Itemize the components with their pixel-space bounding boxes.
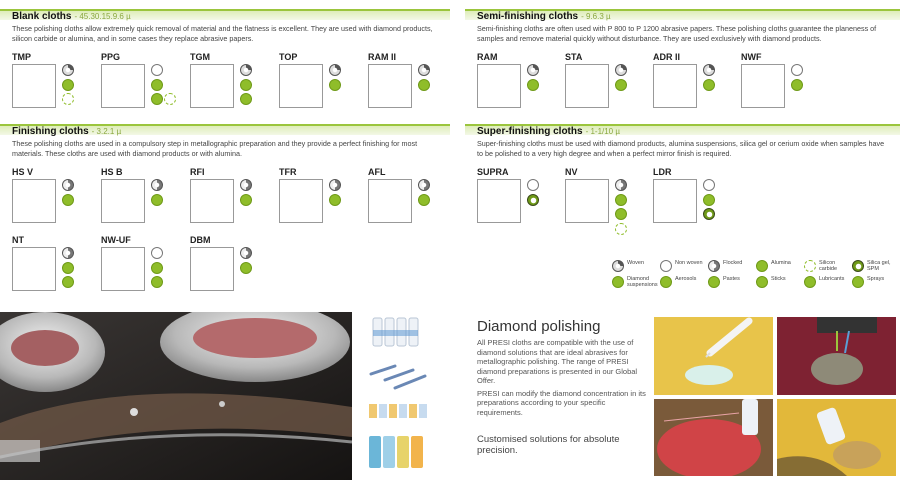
woven-icon [418,64,430,76]
section-description: Semi-finishing cloths are often used with P 800 to P 1200 abrasive papers. These polishing cloths guarantee the planeness of samples and remove material quickly without disturbance. They are used exclusively with diamond products. [477,24,877,43]
legend-item [612,276,658,288]
non-woven-icon [791,64,803,76]
section-description: These polishing cloths allow extremely quick removal of material and the flatness is excellent. They are used with diamond products, silicon carbide or alumina, and in some cases they replace abrasive papers. [12,24,433,43]
compatibility-icons [151,247,163,288]
woven-icon [240,64,252,76]
diamond-suspension-icon [418,194,430,206]
cloth-item [190,235,260,246]
cloth-name: HS B [101,167,123,177]
flocked-icon [62,179,74,191]
legend-item [708,260,754,272]
non-woven-icon [703,179,715,191]
section-description: Super-finishing cloths must be used with diamond products, alumina suspensions, silica gel or cerium oxide when samples have to be polished to a very high degree and when a perfect mirror finish is required. [477,139,885,158]
compatibility-icons [329,179,341,206]
diamond-suspension-icon [615,208,627,220]
diamond-slogan: Customised solutions for absolute precision. [477,434,620,456]
cloth-item [12,52,82,63]
cloth-item [477,52,547,63]
legend-label: Alumina [771,260,791,266]
cloth-swatch [12,64,56,108]
cloth-name: TFR [279,167,297,177]
cloth-name: TGM [190,52,210,62]
section-title: Blank cloths [12,11,72,22]
cloth-name: STA [565,52,583,62]
legend-item [852,260,898,272]
compatibility-icons [615,64,627,91]
legend-item [804,276,850,288]
compatibility-icons [151,64,163,105]
flocked-icon [708,260,720,272]
legend-label: Diamond suspensions [627,276,658,288]
cloth-name: RFI [190,167,205,177]
compatibility-icons [240,247,252,274]
legend-label: Flocked [723,260,743,266]
cloth-name: LDR [653,167,672,177]
compatibility-icons [418,179,430,206]
small-bottles [369,404,427,418]
cloth-swatch [279,179,323,223]
cloth-name: NW-UF [101,235,131,245]
cloth-item [368,52,438,63]
cloth-name: TMP [12,52,31,62]
legend-label: Aerosols [675,276,697,282]
cloth-swatch [190,64,234,108]
legend-item [756,276,802,288]
section-title: Super-finishing cloths [477,126,583,137]
diamond-suspension-icon [151,79,163,91]
compatibility-icons [703,64,715,91]
cloth-name: TOP [279,52,298,62]
diamond-suspension-icon [703,79,715,91]
diamond-suspension-icon [756,276,768,288]
diamond-suspension-icon [240,93,252,105]
cloth-name: ADR II [653,52,680,62]
compatibility-icons [527,64,539,91]
cloth-swatch [477,64,521,108]
compatibility-icons [151,179,163,206]
cloth-name: NT [12,235,24,245]
flocked-icon [62,247,74,259]
cloth-name: RAM [477,52,498,62]
cloth-item [101,52,171,63]
diamond-suspension-icon [151,93,163,105]
diamond-suspension-icon [62,79,74,91]
cloth-swatch [190,247,234,291]
cloth-swatch [101,179,145,223]
diamond-suspension-icon [62,194,74,206]
diamond-suspension-icon [151,276,163,288]
compatibility-icons [62,64,74,105]
cloth-item [653,52,723,63]
diamond-suspension-icon [240,79,252,91]
silica-gel-icon [703,208,715,220]
cloth-item [279,52,349,63]
cloth-item [477,167,547,178]
diamond-suspension-icon [527,79,539,91]
flocked-icon [240,247,252,259]
diamond-suspension-icon [151,262,163,274]
cloth-swatch [565,64,609,108]
diamond-suspension-icon [62,276,74,288]
woven-icon [703,64,715,76]
compatibility-icons [527,179,539,206]
cloth-item [190,167,260,178]
diamond-suspension-icon [852,276,864,288]
diamond-suspension-icon [418,79,430,91]
cloth-item [565,52,635,63]
cloth-swatch [101,247,145,291]
flocked-icon [615,179,627,191]
silicon-carbide-icon [804,260,816,272]
cloth-swatch [653,64,697,108]
cloth-swatch [279,64,323,108]
woven-icon [329,64,341,76]
compatibility-icons [240,64,252,105]
cloth-swatch [653,179,697,223]
legend-item [660,276,706,288]
aerosol-cans [373,318,418,346]
polishing-machine-photo [0,312,352,480]
legend-label: Woven [627,260,645,266]
diamond-suspension-icon [660,276,672,288]
yellow-cloth-bottle-photo [777,399,896,476]
section-subtitle: - 1-1/10 µ [585,127,620,136]
woven-icon [527,64,539,76]
woven-icon [62,64,74,76]
section-header [465,9,900,20]
non-woven-icon [660,260,672,272]
cloth-item [368,167,438,178]
legend-item [708,276,754,288]
legend-label: Non woven [675,260,703,266]
cloth-item [279,167,349,178]
section-subtitle: - 45.30.15.9.6 µ [74,12,131,21]
cloth-swatch [190,179,234,223]
syringes [371,366,425,388]
flocked-icon [418,179,430,191]
legend-item [756,260,802,272]
diamond-suspension-icon [703,194,715,206]
legend-item [660,260,706,272]
diamond-suspension-icon [615,194,627,206]
cloth-swatch [12,179,56,223]
cloth-swatch [368,64,412,108]
non-woven-icon [151,247,163,259]
cloth-name: RAM II [368,52,396,62]
cloth-swatch [565,179,609,223]
flocked-icon [329,179,341,191]
silicon-carbide-icon [615,223,627,235]
diamond-suspension-icon [240,194,252,206]
section-title: Semi-finishing cloths [477,11,579,22]
cloth-swatch [12,247,56,291]
legend-label: Silica gel, SPM [867,260,891,272]
diamond-suspension-icon [151,194,163,206]
diamond-suspension-icon [329,79,341,91]
legend-item [612,260,658,272]
section-subtitle: - 3.2.1 µ [91,127,122,136]
cloth-name: AFL [368,167,386,177]
non-woven-icon [527,179,539,191]
cloth-name: HS V [12,167,34,177]
diamond-suspension-icon [329,194,341,206]
cloth-swatch [368,179,412,223]
diamond-polishing-body [477,338,647,420]
cloth-item [12,167,82,178]
diamond-suspension-icon [756,260,768,272]
diamond-suspension-icon [791,79,803,91]
section-description: These polishing cloths are used in a compulsory step in metallographic preparation and they provide a perfect finishing for most materials. These cloths are used with diamond products or with alumina. [12,139,418,158]
diamond-paragraph-2: PRESI can modify the diamond concentration in its preparations according to your specific requirements. [477,388,646,417]
silica-gel-icon [852,260,864,272]
section-header [0,9,450,20]
diamond-suspension-icon [615,79,627,91]
large-bottles [369,436,423,468]
silica-gel-icon [527,194,539,206]
cloth-item [741,52,811,63]
compatibility-icons [62,179,74,206]
legend-label: Pastes [723,276,740,282]
non-woven-icon [151,64,163,76]
yellow-cloth-syringe-photo [654,317,773,395]
legend-label: Silicon carbide [819,260,838,272]
compatibility-icons [329,64,341,91]
flocked-icon [240,179,252,191]
diamond-suspension-icon [708,276,720,288]
legend-label: Lubricants [819,276,845,282]
cloth-name: PPG [101,52,121,62]
cloth-name: NWF [741,52,762,62]
legend-label: Sticks [771,276,786,282]
cloth-swatch [741,64,785,108]
legend-label: Sprays [867,276,885,282]
compatibility-icons [791,64,803,91]
cloth-swatch [101,64,145,108]
diamond-products-photo [355,312,437,480]
diamond-polishing-title: Diamond polishing [477,318,601,335]
diamond-paragraph-1: All PRESI cloths are compatible with the use of diamond solutions that are ideal abrasives for metallographic polishing. The range of PRESI diamond preparations is presented in our Global Offer. [477,338,638,385]
compatibility-icons [62,247,74,288]
compatibility-icons [240,179,252,206]
diamond-suspension-icon [240,262,252,274]
cloth-name: NV [565,167,578,177]
cloth-name: DBM [190,235,211,245]
section-subtitle: - 9.6.3 µ [581,12,611,21]
diamond-suspension-icon [62,262,74,274]
compatibility-icons [418,64,430,91]
cloth-item [12,235,82,246]
cloth-item [101,235,171,246]
silicon-carbide-icon [164,93,176,105]
red-cloth-dispenser-photo [777,317,896,395]
diamond-suspension-icon [804,276,816,288]
section-header [0,124,450,135]
compatibility-icons [703,179,715,220]
legend-item [852,276,898,288]
red-cloth-spray-photo [654,399,773,476]
compatibility-icons [615,179,627,235]
cloth-item [565,167,635,178]
cloth-item [653,167,723,178]
cloth-item [190,52,260,63]
diamond-suspension-icon [612,276,624,288]
cloth-name: SUPRA [477,167,509,177]
woven-icon [615,64,627,76]
flocked-icon [151,179,163,191]
legend-item [804,260,850,272]
section-header [465,124,900,135]
section-title: Finishing cloths [12,126,89,137]
cloth-swatch [477,179,521,223]
woven-icon [612,260,624,272]
silicon-carbide-icon [62,93,74,105]
cloth-item [101,167,171,178]
